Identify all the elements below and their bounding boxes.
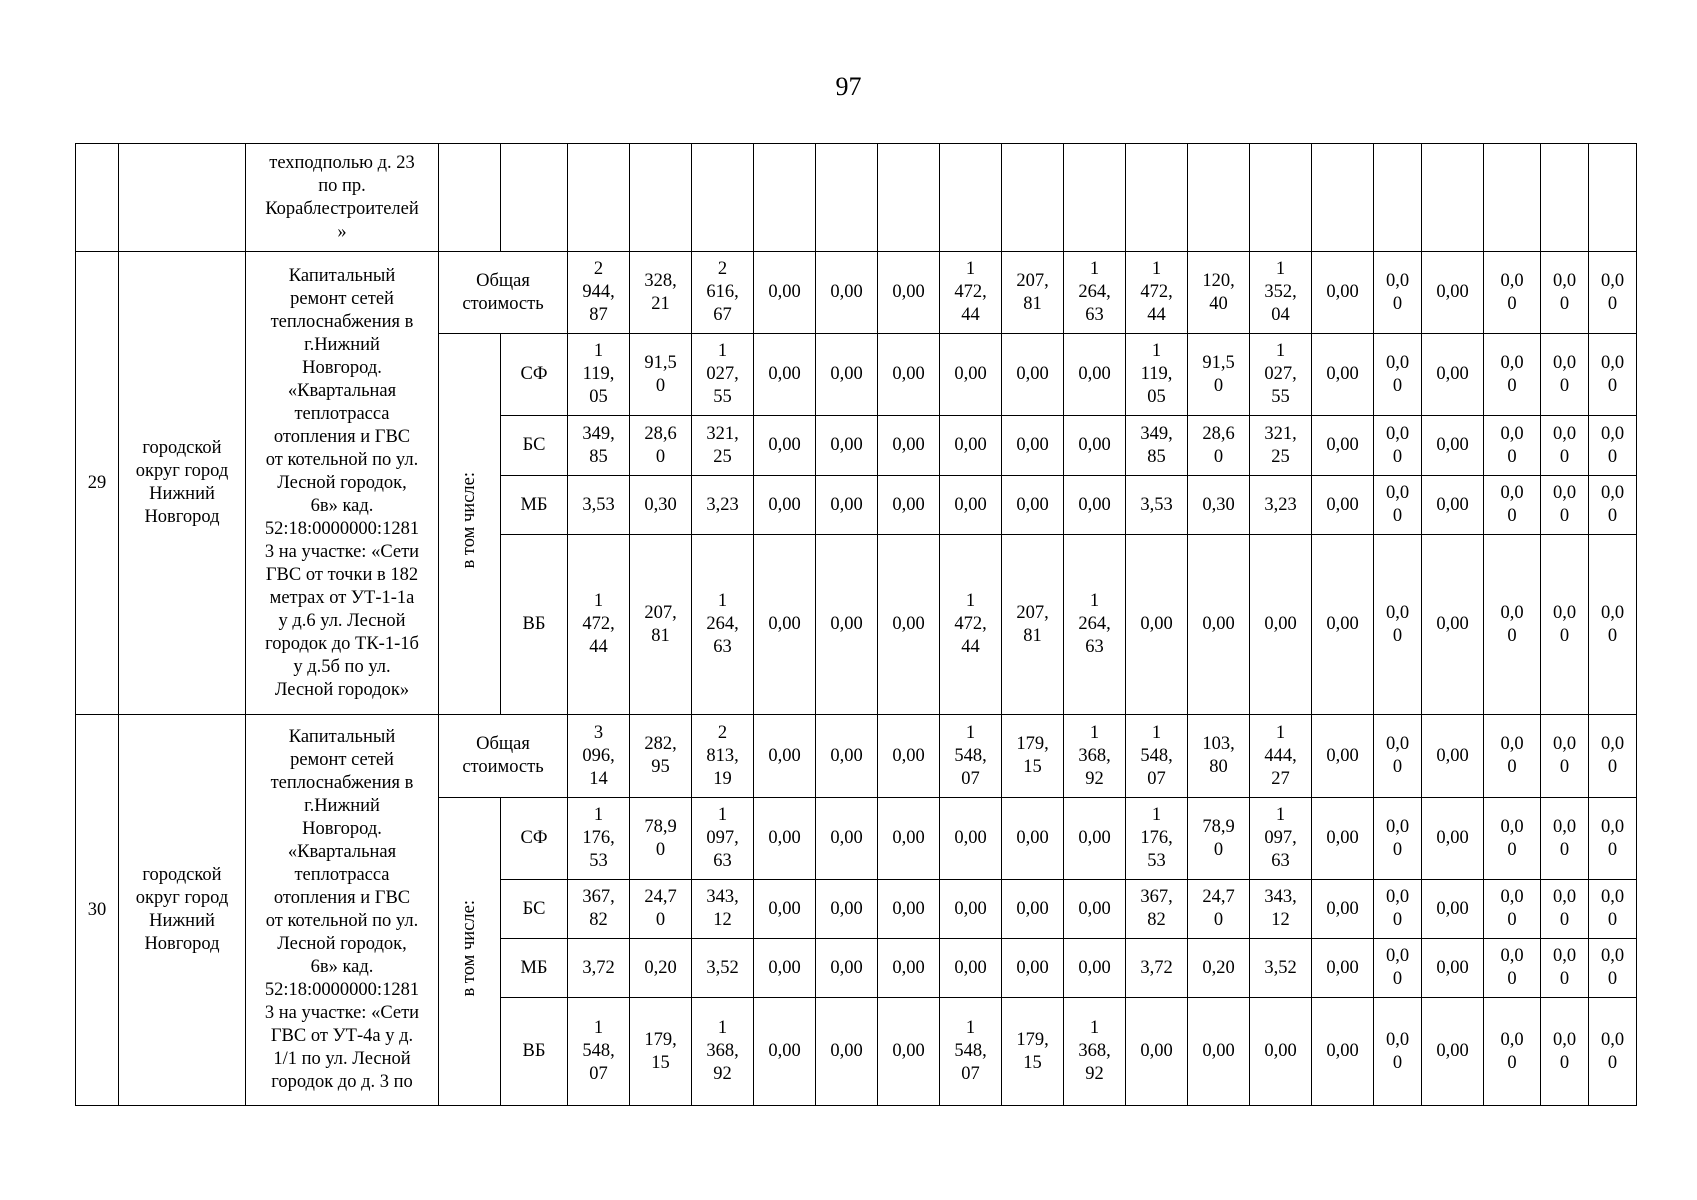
including-label-cell — [439, 798, 501, 1106]
row-number: 30 — [76, 715, 119, 1106]
value-cell: 0,00 — [878, 998, 940, 1106]
value-cell: 1 176, 53 — [1126, 798, 1188, 880]
value-cell: 1 548, 07 — [940, 998, 1002, 1106]
value-cell: 1 472, 44 — [568, 535, 630, 715]
value-cell: 0,00 — [1422, 334, 1484, 416]
value-cell: 0,00 — [940, 880, 1002, 939]
municipality: городской округ город Нижний Новгород — [119, 715, 246, 1106]
value-cell: 0,00 — [816, 798, 878, 880]
value-cell: 179, 15 — [1002, 715, 1064, 798]
value-cell: 91,5 0 — [630, 334, 692, 416]
value-cell: 0,00 — [1422, 715, 1484, 798]
value-cell: 0,00 — [878, 798, 940, 880]
empty-cell — [1484, 144, 1541, 252]
including-label: в том числе: — [459, 472, 479, 569]
value-cell: 0,0 0 — [1589, 715, 1637, 798]
value-cell: 0,00 — [754, 252, 816, 334]
value-cell: 0,00 — [1422, 416, 1484, 476]
value-cell: 0,0 0 — [1484, 252, 1541, 334]
empty-cell — [1541, 144, 1589, 252]
value-cell: 0,00 — [1312, 476, 1374, 535]
value-cell: 1 368, 92 — [1064, 715, 1126, 798]
empty-cell — [76, 144, 119, 252]
empty-cell — [1126, 144, 1188, 252]
value-cell: 0,00 — [1064, 334, 1126, 416]
value-cell: 1 097, 63 — [1250, 798, 1312, 880]
value-cell: 207, 81 — [1002, 535, 1064, 715]
value-cell: 0,0 0 — [1589, 535, 1637, 715]
budget-table — [75, 143, 1637, 1106]
value-cell: 321, 25 — [1250, 416, 1312, 476]
value-cell: 0,00 — [754, 416, 816, 476]
value-cell: 328, 21 — [630, 252, 692, 334]
value-cell: 0,00 — [878, 880, 940, 939]
value-cell: 0,0 0 — [1374, 252, 1422, 334]
value-cell: 0,00 — [1126, 998, 1188, 1106]
value-cell: 0,0 0 — [1374, 476, 1422, 535]
value-cell: 0,0 0 — [1484, 998, 1541, 1106]
empty-cell — [568, 144, 630, 252]
value-cell: 0,0 0 — [1484, 939, 1541, 998]
value-cell: 0,0 0 — [1374, 998, 1422, 1106]
value-cell: 0,0 0 — [1541, 798, 1589, 880]
value-cell: 0,00 — [1312, 880, 1374, 939]
value-cell: 0,00 — [1250, 998, 1312, 1106]
empty-cell — [1188, 144, 1250, 252]
value-cell: 0,0 0 — [1484, 798, 1541, 880]
funding-source-label: МБ — [501, 476, 568, 535]
value-cell: 78,9 0 — [1188, 798, 1250, 880]
value-cell: 0,00 — [1422, 939, 1484, 998]
value-cell: 0,0 0 — [1541, 334, 1589, 416]
value-cell: 1 119, 05 — [568, 334, 630, 416]
value-cell: 0,0 0 — [1374, 939, 1422, 998]
value-cell: 0,20 — [1188, 939, 1250, 998]
value-cell: 0,00 — [878, 535, 940, 715]
value-cell: 0,0 0 — [1541, 998, 1589, 1106]
value-cell: 103, 80 — [1188, 715, 1250, 798]
value-cell: 1 176, 53 — [568, 798, 630, 880]
value-cell: 0,00 — [1312, 252, 1374, 334]
value-cell: 1 444, 27 — [1250, 715, 1312, 798]
value-cell: 0,0 0 — [1484, 416, 1541, 476]
value-cell: 0,00 — [878, 476, 940, 535]
value-cell: 0,00 — [754, 880, 816, 939]
value-cell: 0,0 0 — [1374, 798, 1422, 880]
value-cell: 2 616, 67 — [692, 252, 754, 334]
value-cell: 0,00 — [754, 939, 816, 998]
value-cell: 0,00 — [816, 880, 878, 939]
value-cell: 1 472, 44 — [940, 535, 1002, 715]
value-cell: 0,00 — [1312, 535, 1374, 715]
value-cell: 0,00 — [816, 535, 878, 715]
value-cell: 207, 81 — [630, 535, 692, 715]
value-cell: 0,00 — [1064, 880, 1126, 939]
continued-description: техподполью д. 23 по пр. Кораблестроителей » — [246, 144, 439, 252]
value-cell: 0,00 — [816, 998, 878, 1106]
value-cell: 1 352, 04 — [1250, 252, 1312, 334]
value-cell: 0,0 0 — [1541, 416, 1589, 476]
value-cell: 0,30 — [1188, 476, 1250, 535]
value-cell: 0,00 — [1002, 798, 1064, 880]
value-cell: 0,00 — [1002, 939, 1064, 998]
value-cell: 0,00 — [878, 939, 940, 998]
value-cell: 367, 82 — [1126, 880, 1188, 939]
value-cell: 0,00 — [754, 334, 816, 416]
value-cell: 2 944, 87 — [568, 252, 630, 334]
value-cell: 0,00 — [1422, 252, 1484, 334]
value-cell: 2 813, 19 — [692, 715, 754, 798]
including-label: в том числе: — [459, 899, 479, 997]
value-cell: 0,0 0 — [1589, 476, 1637, 535]
value-cell: 0,20 — [630, 939, 692, 998]
value-cell: 0,0 0 — [1541, 476, 1589, 535]
empty-cell — [1374, 144, 1422, 252]
value-cell: 0,30 — [630, 476, 692, 535]
value-cell: 0,0 0 — [1589, 998, 1637, 1106]
value-cell: 0,0 0 — [1541, 939, 1589, 998]
value-cell: 0,0 0 — [1541, 252, 1589, 334]
value-cell: 0,00 — [940, 939, 1002, 998]
value-cell: 0,0 0 — [1589, 880, 1637, 939]
value-cell: 0,0 0 — [1589, 252, 1637, 334]
value-cell: 0,0 0 — [1541, 880, 1589, 939]
value-cell: 0,00 — [1312, 334, 1374, 416]
empty-cell — [1422, 144, 1484, 252]
continuation-row — [76, 144, 1637, 252]
value-cell: 349, 85 — [568, 416, 630, 476]
value-cell: 0,00 — [1002, 476, 1064, 535]
total-cost-label: Общая стоимость — [439, 252, 568, 334]
empty-cell — [1589, 144, 1637, 252]
value-cell: 343, 12 — [692, 880, 754, 939]
value-cell: 0,0 0 — [1374, 715, 1422, 798]
value-cell: 28,6 0 — [630, 416, 692, 476]
value-cell: 1 097, 63 — [692, 798, 754, 880]
empty-cell — [1250, 144, 1312, 252]
value-cell: 0,0 0 — [1484, 715, 1541, 798]
value-cell: 78,9 0 — [630, 798, 692, 880]
empty-cell — [119, 144, 246, 252]
value-cell: 1 027, 55 — [692, 334, 754, 416]
value-cell: 0,0 0 — [1484, 476, 1541, 535]
value-cell: 0,0 0 — [1589, 416, 1637, 476]
value-cell: 1 027, 55 — [1250, 334, 1312, 416]
page-number: 97 — [835, 72, 862, 101]
value-cell: 24,7 0 — [630, 880, 692, 939]
total-row — [76, 715, 1637, 798]
value-cell: 0,0 0 — [1374, 334, 1422, 416]
value-cell: 0,00 — [1422, 535, 1484, 715]
value-cell: 179, 15 — [1002, 998, 1064, 1106]
value-cell: 0,00 — [1064, 476, 1126, 535]
empty-cell — [878, 144, 940, 252]
value-cell: 24,7 0 — [1188, 880, 1250, 939]
value-cell: 0,00 — [878, 416, 940, 476]
value-cell: 0,0 0 — [1374, 416, 1422, 476]
value-cell: 0,00 — [1312, 416, 1374, 476]
value-cell: 3 096, 14 — [568, 715, 630, 798]
value-cell: 3,72 — [1126, 939, 1188, 998]
empty-cell — [1064, 144, 1126, 252]
value-cell: 0,00 — [816, 476, 878, 535]
value-cell: 0,00 — [940, 416, 1002, 476]
value-cell: 0,0 0 — [1541, 535, 1589, 715]
empty-cell — [754, 144, 816, 252]
value-cell: 1 119, 05 — [1126, 334, 1188, 416]
value-cell: 1 264, 63 — [692, 535, 754, 715]
project-description: Капитальный ремонт сетей теплоснабжения в г.Нижний Новгород. «Квартальная теплотрасса отопления и ГВС от котельной по ул. Лесной городок, 6в» кад. 52:18:0000000:1281 3 на участке: «Сети ГВС от точки в 182 метрах от УТ-1-1а у д.6 ул. Лесной городок до ТК-1-1б у д.5б по ул. Лесной городок» — [246, 252, 439, 715]
value-cell: 282, 95 — [630, 715, 692, 798]
value-cell: 1 472, 44 — [940, 252, 1002, 334]
total-row — [76, 252, 1637, 334]
municipality: городской округ город Нижний Новгород — [119, 252, 246, 715]
value-cell: 0,00 — [940, 798, 1002, 880]
value-cell: 0,0 0 — [1484, 535, 1541, 715]
value-cell: 1 368, 92 — [1064, 998, 1126, 1106]
value-cell: 1 472, 44 — [1126, 252, 1188, 334]
value-cell: 0,00 — [754, 535, 816, 715]
value-cell: 0,00 — [1422, 798, 1484, 880]
value-cell: 0,00 — [1312, 715, 1374, 798]
value-cell: 0,0 0 — [1374, 880, 1422, 939]
project-description: Капитальный ремонт сетей теплоснабжения в г.Нижний Новгород. «Квартальная теплотрасса отопления и ГВС от котельной по ул. Лесной городок, 6в» кад. 52:18:0000000:1281 3 на участке: «Сети ГВС от УТ-4а у д. 1/1 по ул. Лесной городок до д. 3 по — [246, 715, 439, 1106]
empty-cell — [940, 144, 1002, 252]
empty-cell — [501, 144, 568, 252]
including-label-cell — [439, 334, 501, 715]
value-cell: 0,0 0 — [1484, 880, 1541, 939]
funding-source-label: СФ — [501, 798, 568, 880]
value-cell: 0,00 — [1312, 798, 1374, 880]
empty-cell — [692, 144, 754, 252]
value-cell: 0,00 — [816, 334, 878, 416]
value-cell: 3,52 — [1250, 939, 1312, 998]
value-cell: 0,00 — [1126, 535, 1188, 715]
value-cell: 3,53 — [1126, 476, 1188, 535]
value-cell: 3,23 — [1250, 476, 1312, 535]
value-cell: 0,00 — [1422, 998, 1484, 1106]
value-cell: 0,00 — [1064, 416, 1126, 476]
value-cell: 0,00 — [1188, 998, 1250, 1106]
value-cell: 0,0 0 — [1589, 939, 1637, 998]
total-cost-label: Общая стоимость — [439, 715, 568, 798]
value-cell: 0,00 — [1002, 880, 1064, 939]
funding-source-label: СФ — [501, 334, 568, 416]
funding-source-label: ВБ — [501, 535, 568, 715]
value-cell: 1 548, 07 — [568, 998, 630, 1106]
row-number: 29 — [76, 252, 119, 715]
value-cell: 349, 85 — [1126, 416, 1188, 476]
value-cell: 1 368, 92 — [692, 998, 754, 1106]
value-cell: 0,00 — [816, 715, 878, 798]
value-cell: 3,53 — [568, 476, 630, 535]
value-cell: 0,00 — [940, 476, 1002, 535]
value-cell: 0,00 — [878, 715, 940, 798]
funding-source-label: БС — [501, 416, 568, 476]
value-cell: 0,00 — [754, 715, 816, 798]
value-cell: 0,0 0 — [1374, 535, 1422, 715]
value-cell: 91,5 0 — [1188, 334, 1250, 416]
funding-source-label: БС — [501, 880, 568, 939]
value-cell: 367, 82 — [568, 880, 630, 939]
value-cell: 0,00 — [816, 252, 878, 334]
value-cell: 0,0 0 — [1589, 334, 1637, 416]
value-cell: 120, 40 — [1188, 252, 1250, 334]
value-cell: 1 548, 07 — [940, 715, 1002, 798]
empty-cell — [1312, 144, 1374, 252]
empty-cell — [1002, 144, 1064, 252]
value-cell: 0,00 — [1002, 416, 1064, 476]
empty-cell — [439, 144, 501, 252]
value-cell: 0,0 0 — [1589, 798, 1637, 880]
value-cell: 321, 25 — [692, 416, 754, 476]
value-cell: 207, 81 — [1002, 252, 1064, 334]
value-cell: 0,00 — [816, 416, 878, 476]
value-cell: 3,72 — [568, 939, 630, 998]
value-cell: 1 548, 07 — [1126, 715, 1188, 798]
funding-source-label: ВБ — [501, 998, 568, 1106]
empty-cell — [630, 144, 692, 252]
value-cell: 343, 12 — [1250, 880, 1312, 939]
value-cell: 0,0 0 — [1541, 715, 1589, 798]
value-cell: 0,00 — [754, 798, 816, 880]
funding-source-label: МБ — [501, 939, 568, 998]
value-cell: 0,00 — [1422, 476, 1484, 535]
value-cell: 0,00 — [1064, 798, 1126, 880]
value-cell: 0,00 — [878, 252, 940, 334]
value-cell: 0,00 — [816, 939, 878, 998]
value-cell: 1 264, 63 — [1064, 252, 1126, 334]
value-cell: 0,00 — [1002, 334, 1064, 416]
value-cell: 179, 15 — [630, 998, 692, 1106]
value-cell: 1 264, 63 — [1064, 535, 1126, 715]
value-cell: 0,00 — [754, 476, 816, 535]
value-cell: 0,00 — [1250, 535, 1312, 715]
value-cell: 0,00 — [754, 998, 816, 1106]
value-cell: 0,00 — [1312, 939, 1374, 998]
empty-cell — [816, 144, 878, 252]
value-cell: 0,00 — [1312, 998, 1374, 1106]
value-cell: 3,23 — [692, 476, 754, 535]
value-cell: 0,00 — [940, 334, 1002, 416]
value-cell: 0,00 — [1188, 535, 1250, 715]
value-cell: 0,00 — [1422, 880, 1484, 939]
value-cell: 0,00 — [1064, 939, 1126, 998]
value-cell: 0,00 — [878, 334, 940, 416]
value-cell: 3,52 — [692, 939, 754, 998]
value-cell: 28,6 0 — [1188, 416, 1250, 476]
value-cell: 0,0 0 — [1484, 334, 1541, 416]
